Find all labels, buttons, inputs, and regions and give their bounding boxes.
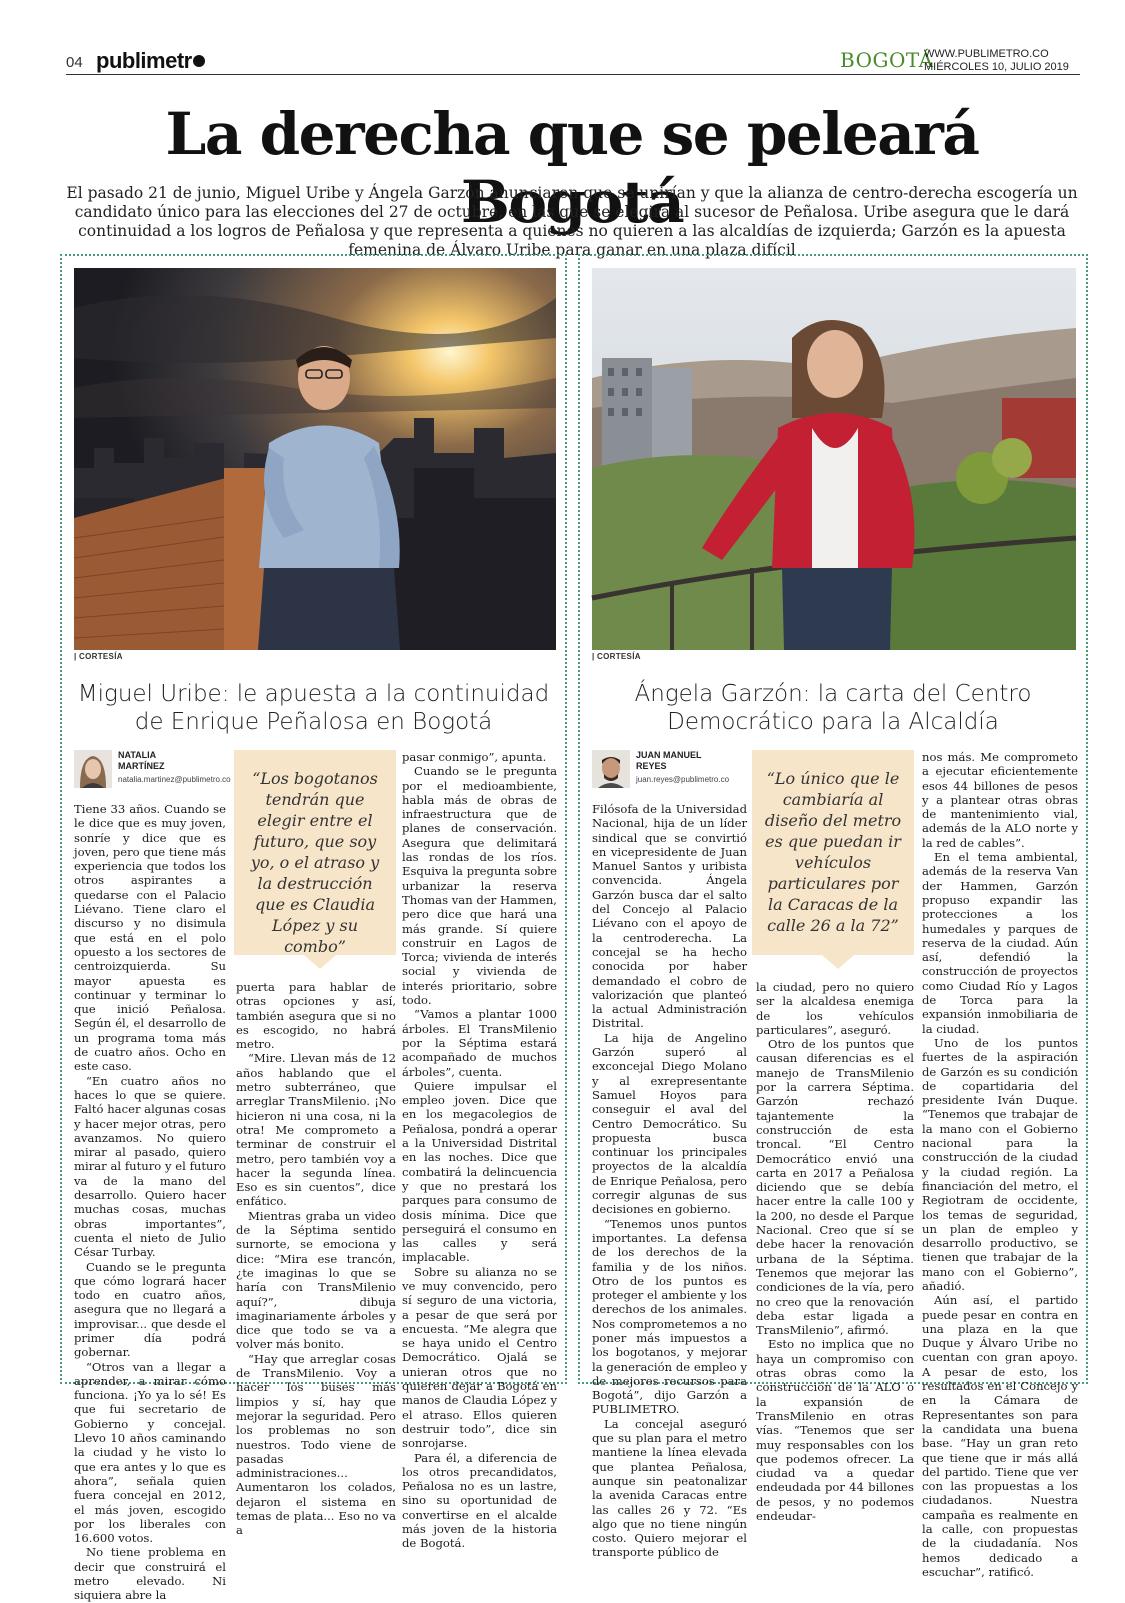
- paragraph: “Otros van a llegar a aprender, a mirar cómo funciona. ¡Yo ya lo sé! Es que fui secretario de Gobierno y concejal. Llevo 10 años caminando la ciudad y he visto lo que era antes y lo que es ahora”, señala quien fuera concejal en 2012, el más joven, escogido por los liberales con 16.600 votos.: [74, 1359, 226, 1546]
- photo-miguel-uribe-image: [74, 268, 556, 650]
- author-portrait-icon: [592, 750, 630, 788]
- paragraph: la ciudad, pero no quiero ser la alcaldesa enemiga de los vehículos particulares”, aseguró.: [756, 980, 914, 1037]
- photo-miguel-uribe: [74, 268, 556, 650]
- author-name: NATALIA MARTÍNEZ: [118, 750, 165, 771]
- page-number: 04: [66, 54, 83, 71]
- paragraph: La concejal aseguró que su plan para el metro mantiene la línea elevada que plantea Peñalosa, aunque sin peatonalizar la avenida Caracas entre las calles 26 y 72. “Es algo que no tiene ningún costo. Quiero mejorar el transporte público de: [592, 1416, 747, 1560]
- paragraph: “En cuatro años no haces lo que se quiere. Faltó hacer algunas cosas y hacer mejor otras, pero avanzamos. No quiero mirar al pasado, quiero mirar al futuro y el futuro va de la mano del desarrollo. Quiero hacer muchas cosas, muchas obras importantes”, cuenta el nieto de Julio César Turbay.: [74, 1073, 226, 1260]
- article-column-2: [236, 980, 396, 1538]
- paragraph: En el tema ambiental, además de la reserva Van der Hammen, Garzón propuso expandir las protecciones a los humedales y parques de reserva de la ciudad. Aún así, defendió la construcción de proyectos como Ciudad Río y Lagos de Torca para la expansión inmobiliaria de la ciudad.: [922, 850, 1078, 1036]
- section-label: BOGOTÁ: [840, 48, 934, 72]
- paragraph: Cuando se le pregunta que cómo logrará hacer todo en cuatro años, asegura que no llegará a improvisar... que desde el primer día podrá gobernar.: [74, 1259, 226, 1360]
- deck-text: El pasado 21 de junio, Miguel Uribe y Ángela Garzón anunciaron que se unirían y que la alianza de centro-derecha escogería un candidato único para las elecciones del 27 de octubre, en las que se elegirá al sucesor de Peñalosa. Uribe asegura que le dará continuidad a los logros de Peñalosa y que representa a quienes no quieren a las alcaldías de izquierda; Garzón es la apuesta femenina de Álvaro Uribe para ganar en una plaza difícil: [66, 184, 1078, 259]
- article-column-2: [756, 980, 914, 1523]
- brand-dot-icon: [193, 55, 205, 67]
- pull-quote-notch: [304, 955, 336, 969]
- author-byline: [74, 750, 244, 794]
- paragraph: Quiere impulsar el empleo joven. Dice que en los megacolegios de Peñalosa, pondrá a operar a la Universidad Distrital en las noches. Dice que combatirá la delincuencia y que no prestará los parques para consumo de dosis mínima. Dice que perseguirá el consumo en las calles y será implacable.: [402, 1078, 557, 1265]
- article-column-1: [74, 802, 226, 1603]
- paragraph: Esto no implica que no haya un compromiso con otras obras como la construcción de la ALO o la expansión de TransMilenio en otras vías. “Tenemos que ser muy responsables con los que podemos ofrecer. La ciudad va a quedar endeudada por 44 billones de pesos, y no podemos endeudar-: [756, 1337, 914, 1523]
- paragraph: Para él, a diferencia de los otros precandidatos, Peñalosa no es un lastre, sino su oportunidad de convertirse en el alcalde más joven de la historia de Bogotá.: [402, 1450, 557, 1551]
- pull-quote: “Lo único que le cambiaría al diseño del metro es que puedan ir vehículos particulares por la Caracas de la calle 26 a la 72”: [764, 769, 902, 935]
- paragraph: La hija de Angelino Garzón superó al exconcejal Diego Molano y al exrepresentante Samuel Hoyos para conseguir el aval del Centro Democrático. Su propuesta busca continuar los principales proyectos de la alcaldía de Enrique Peñalosa, pero corregir algunas de sus decisiones en gobierno.: [592, 1030, 747, 1217]
- story-title: Ángela Garzón: la carta del Centro Democrático para la Alcaldía: [634, 681, 1032, 735]
- avatar: [592, 750, 630, 788]
- photo-angela-garzon: [592, 268, 1076, 650]
- header-divider: [66, 74, 1080, 75]
- paragraph: Mientras graba un video de la Séptima sentido surnorte, se emociona y dice: “Mira ese trancón, ¿te imaginas lo que se haría con TransMilenio aquí?”, dibuja imaginariamente árboles y dice que todo se va a volver más bonito.: [236, 1208, 396, 1352]
- story-title: Miguel Uribe: le apuesta a la continuidad de Enrique Peñalosa en Bogotá: [77, 681, 550, 735]
- author-email: juan.reyes@publimetro.co: [636, 775, 730, 784]
- photo-angela-garzon-image: [592, 268, 1076, 650]
- paragraph: “Mire. Llevan más de 12 años hablando que el metro subterráneo, que arreglar TransMilenio. ¡No hicieron ni una cosa, ni la otra! Me comprometo a terminar de construir el metro, pero también voy a hacer la segunda línea. Eso es sin cuentos”, dice enfático.: [236, 1051, 396, 1209]
- site-info: [924, 48, 1069, 74]
- author-email: natalia.martinez@publimetro.co: [118, 775, 231, 784]
- article-column-3: [402, 750, 557, 1551]
- story-miguel-uribe: [60, 254, 567, 1603]
- paragraph: Cuando se le pregunta por el medioambiente, habla más de obras de infraestructura que de planes de conservación. Asegura que delimitará las rondas de los ríos. Esquiva la pregunta sobre urbanizar la reserva Thomas van der Hammen, pero dice que hará una más grande. Sí quiere construir en Lagos de Torca; vivienda de interés social y vivienda de interés prioritario, sobre todo.: [402, 764, 557, 1008]
- paragraph: puerta para hablar de otras opciones y así, también asegura que si no es escogido, no habrá metro.: [236, 980, 396, 1052]
- paragraph: Uno de los puntos fuertes de la aspiración de Garzón es su condición de copartidaria del presidente Iván Duque. “Tenemos que trabajar de la mano con el Gobierno nacional para la construcción de la ciudad y la ciudad región. La financiación del metro, el Regiotram de occidente, los temas de seguridad, un plan de empleo y desarrollo productivo, se tienen que trabajar de la mano con el Gobierno”, añadió.: [922, 1035, 1078, 1293]
- brand-logo: [96, 48, 205, 74]
- pull-quote-notch: [822, 955, 854, 969]
- paragraph: Filósofa de la Universidad Nacional, hija de un líder sindical que se convirtió en vicepresidente de Juan Manuel Santos y uribista convencida. Ángela Garzón busca dar el salto del Concejo al Palacio Liévano con el apoyo de la centroderecha. La concejal se ha hecho conocida por haber demandado el cobro de valorización que planteó la actual Administración Distrital.: [592, 802, 747, 1031]
- pull-quote: “Los bogotanos tendrán que elegir entre el futuro, que soy yo, o el atraso y la destrucción que es Claudia López y su combo”: [250, 769, 380, 956]
- photo-credit: | CORTESÍA: [74, 652, 123, 661]
- paragraph: Aún así, el partido puede pesar en contra en una plaza en la que Duque y Álvaro Uribe no cuentan con gran apoyo. A pesar de esto, los resultados en el Concejo y en la Cámara de Representantes son para la candidata una buena base. “Hay un gran reto que tiene que ir más allá del partido. Tiene que ver con las propuestas a los ciudadanos. Nuestra campaña es realmente en la calle, con propuestas de la ciudadanía. Nos hemos dedicado a escuchar”, ratificó.: [922, 1293, 1078, 1579]
- photo-credit: | CORTESÍA: [592, 652, 641, 661]
- article-column-1: [592, 802, 747, 1560]
- brand-name: publimetr: [96, 48, 192, 73]
- paragraph: “Vamos a plantar 1000 árboles. El TransMilenio por la Séptima estará acompañado de muchos árboles”, cuenta.: [402, 1007, 557, 1079]
- article-column-3: [922, 750, 1078, 1579]
- site-url: WWW.PUBLIMETRO.CO: [924, 48, 1049, 60]
- story-angela-garzon: [578, 254, 1088, 1579]
- paragraph: nos más. Me comprometo a ejecutar eficientemente esos 44 billones de pesos y a plantear otras obras de mantenimiento vial, además de la ALO norte y la red de cables”.: [922, 750, 1078, 850]
- paragraph: Sobre su alianza no se ve muy convencido, pero sí seguro de una victoria, a pesar de que será por encuesta. “Me alegra que se haya unido el Centro Democrático. Ojalá se unieran otros que no quieren dejar a Bogotá en manos de Claudia López y el atraso. Ellos quieren destruir todo”, dice sin sonrojarse.: [402, 1264, 557, 1451]
- paragraph: pasar conmigo”, apunta.: [402, 750, 547, 764]
- paragraph: No tiene problema en decir que construirá el metro elevado. Ni siquiera abre la: [74, 1545, 226, 1603]
- issue-date: MIÉRCOLES 10, JULIO 2019: [924, 61, 1069, 73]
- author-byline: [592, 750, 762, 794]
- headline: La derecha que se peleará Bogotá: [165, 100, 979, 236]
- paragraph: Tiene 33 años. Cuando se le dice que es muy joven, sonríe y dice que es joven, pero que tiene más experiencia que todos los otros aspirantes a quedarse con el Palacio Liévano. Tiene claro el discurso y no disimula que está en el polo opuesto a los sectores de centroizquierda. Su mayor apuesta es continuar y terminar lo que inició Peñalosa. Según él, el desarrollo de un programa toma más de cuatro años. Ocho en este caso.: [74, 802, 226, 1074]
- author-portrait-icon: [74, 750, 112, 788]
- paragraph: Otro de los puntos que causan diferencias es el manejo de TransMilenio por la carrera Séptima. Garzón rechazó tajantemente la construcción de esta troncal. “El Centro Democrático envió una carta en 2017 a Peñalosa diciendo que se debía hacer entre la calle 100 y la 200, no desde el Parque Nacional. Creo que sí se debe hacer la renovación urbana de la Séptima. Tenemos que mejorar las condiciones de la vía, pero no creo que la renovación deba estar ligada a TransMilenio”, afirmó.: [756, 1037, 914, 1338]
- author-name: JUAN MANUEL REYES: [636, 750, 702, 771]
- paragraph: “Hay que arreglar cosas de TransMilenio. Voy a hacer los buses más limpios y sí, hay que mejorar la seguridad. Pero los problemas no son nuestros. Todo viene de pasadas administraciones... Aumentaron los colados, dejaron el sistema en temas de plata... Eso no va a: [236, 1351, 396, 1538]
- paragraph: “Tenemos unos puntos importantes. La defensa de los derechos de la familia y de los niños. Otro de los puntos es proteger el ambiente y los derechos de los animales. Nos comprometemos a no poner más impuestos a los bogotanos, y mejorar la generación de empleo y de mejores recursos para Bogotá”, dijo Garzón a PUBLIMETRO.: [592, 1216, 747, 1417]
- avatar: [74, 750, 112, 788]
